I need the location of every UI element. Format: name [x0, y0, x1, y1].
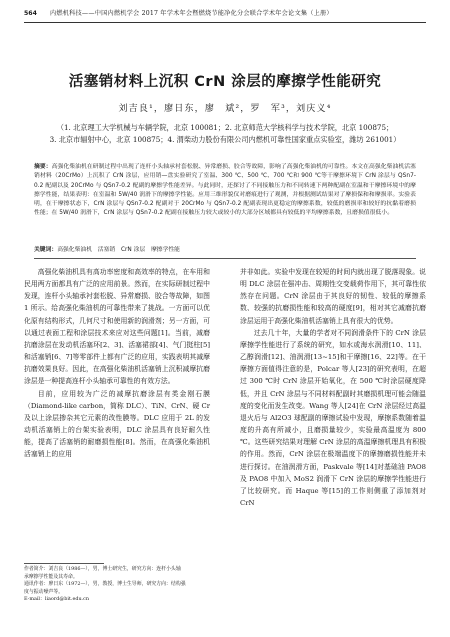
body-column-left: [24, 266, 210, 461]
affiliation-line: （1. 北京理工大学机械与车辆学院，北京 100081；2. 北京师范大学核科学与技术学院，北京 100875；: [56, 123, 394, 132]
abstract: [34, 163, 416, 219]
body-paragraph: 过去几十年，大量的学者对不同润滑条件下的 CrN 涂层摩擦学性能进行了系统的研究，如水或海水润滑[10、11]、乙醇润滑[12]、油润滑[13~15]和干摩擦[16、22]等。在干摩擦方面值得注意的是，Polcar 等人[23]的研究表明，在超过 300 ℃时 CrN 涂层开始氧化，在 500 ℃时涂层硬度降低，并且 CrN 涂层与不同材料配副时其磨损机理可能会随温度的变化而发生改变。Wang 等人[24]在 CrN 涂层经过高温退火后与 Al2O3 球配副的摩擦试验中发现，摩擦系数随着温度的升高有所减小，且磨损量较少，实验最高温度为 800 ℃。这些研究结果对理解 CrN 涂层的高温摩擦机理具有积极的作用。然而，CrN 涂层在极端温度下的摩擦磨损性能并未进行探讨。在油润滑方面，Paskvale 等[14]对基础油 PAO8 及 PAO8 中加入 MoS2 润滑下 CrN 涂层的摩擦学性能进行了比较研究。而 Haque 等[15]的工作则侧重了添加剂对 CrN: [240, 328, 426, 507]
footnotes: [24, 566, 224, 604]
footnote-line: 通讯作者：廖日东（1972—），男，教授，博士生导师，研究方向：结构强: [24, 581, 186, 588]
footnote-line: 度与振动噪声等。: [24, 588, 64, 595]
abstract-label: 摘要：: [34, 164, 52, 170]
affiliations: [28, 122, 422, 145]
body-paragraph: 目前，应用较为广泛的减摩抗磨涂层有类金刚石膜（Diamond-like carbon，简称 DLC）、TiN、CrN、硬 Cr 及以上涂层掺杂其它元素的改性膜等。DLC 应用于 2L 的发动机活塞销上的台架实验表明，DLC 涂层具有良好耐久性能，提高了活塞销的耐磨损性能[8]。然而，在高强化柴油机活塞销上的应用: [24, 389, 210, 459]
running-header: [24, 6, 426, 23]
body-paragraph: 高强化柴油机具有高功率密度和高效率的特点，在车用和民用两方面都具有广泛的应用前景。然而，在实际研制过程中发现，连杆小头轴承衬套松脱、异常磨损、胶合等故障，如图 1 所示。给高强化柴油机的可靠性带来了挑战。一方面可以优化原有结构形式，几何尺寸和使用新的润滑剂；另一方面，可以通过表面工程和涂层技术来应对这些问题[1]。当前，减磨抗磨涂层在发动机活塞环[2、3]、活塞裙部[4]、气门挺柱[5]和活塞销[6、7]等零部件上都有广泛的应用，实践表明其减摩抗磨效果良好。因此，在高强化柴油机活塞销上沉积减摩抗磨涂层是一种提高连杆小头轴承可靠性的有效方法。: [24, 268, 210, 386]
affiliation-line: 3. 北京市辐射中心，北京 100875；4. 渭柴动力股份有限公司内燃机可靠性国家重点实验室，潍坊 261001）: [49, 134, 401, 144]
keywords-text: 高强化柴油机 活塞销 CrN 涂层 摩擦学性能: [57, 247, 180, 253]
footnote-line: 作者简介：刘吉良（1986—），男，博士研究生，研究方向：连杆小头轴: [24, 566, 181, 572]
body-paragraph: 并非如此。实验中发现在较短的时间内就出现了脱落现象。说明 DLC 涂层在强冲击、周期性交变载荷作用下，其可靠性依然存在问题。CrN 涂层由于其良好的韧性、较低的摩擦系数、较强的抗磨损性能和较高的硬度[9]，相对其它减磨抗磨涂层运用于高强化柴油机活塞销上具有很大的优势。: [240, 268, 426, 325]
running-title: 内燃机科技——中国内燃机学会 2017 年学术年会暨燃烧节能净化分会联合学术年会论文集（上册）: [50, 10, 333, 17]
abstract-text: 高强化柴油机在研制过程中出现了连杆小头轴承衬套松脱、异常磨损、胶合等故障，影响了高强化柴油机的可靠性。本文在高强化柴油机活塞销材料（20CrMo）上沉积了 CrN 涂层，应用销—盘实验研究了室温、300 ℃、500 ℃、700 ℃和 900 ℃等干摩擦环境下 CrN 涂层与 QSn7-0.2 配副以及 20CrMo 与 QSn7-0.2 配副的摩擦学性能差异。与此同时，还探讨了不同接触压力和不同转速下两种配副在室温和干摩擦环境中的摩擦学性能，结果表明：在室温和 5W/40 润滑下的摩擦学性能。应用三维形貌仪对磨痕进行了观测，并根据测试结果对了摩损保和和摩损率。实验表明，在干摩擦状态下，CrN 涂层与 QSn7-0.2 配副对于 20CrMo 与 QSn7-0.2 配副表现出更稳定的摩擦系数，较低的磨损率和较好的抗黏着磨损性能；在 5W/40 润滑下，CrN 涂层与 QSn7-0.2 配副在接触压力较大或较小的大部分区域都具有较低的平均摩擦系数，且磨损值很低小。: [34, 164, 416, 217]
footnote-divider: [24, 563, 104, 564]
keywords: [34, 246, 416, 255]
footnote-email: E-mail：liaord@bit.edu.cn: [24, 596, 90, 603]
paper-title: 活塞销材料上沉积 CrN 涂层的摩擦学性能研究: [68, 74, 382, 90]
footnote-line: 承摩擦学性能及其寿命。: [24, 573, 78, 580]
section-divider: [34, 258, 416, 259]
keywords-label: 关键词：: [34, 247, 58, 253]
page-number: 564: [24, 10, 37, 17]
author-list: 刘吉良¹，廖日东，廖 斌²，罗 军³，刘庆义⁴: [118, 104, 332, 114]
body-column-right: [240, 266, 426, 509]
